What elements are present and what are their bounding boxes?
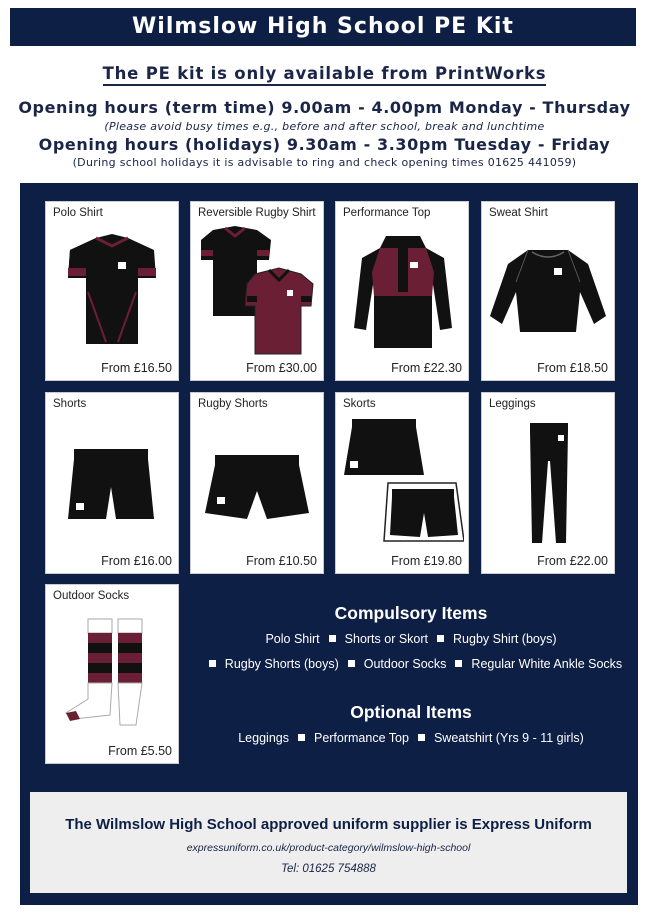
bullet-icon [329,635,336,642]
product-name: Sweat Shirt [489,207,548,219]
rugby-shorts-icon [205,453,309,521]
rugby-shirt-icon [199,224,315,358]
product-price: From £10.50 [246,554,317,568]
product-card-polo-shirt[interactable] [45,201,179,381]
hours-holidays: Opening hours (holidays) 9.30am - 3.30pm Tuesday - Friday [38,135,611,154]
product-name: Leggings [489,398,536,410]
subtitle-text: The PE kit is only available from PrintWorks [103,64,547,86]
product-price: From £22.30 [391,361,462,375]
compulsory-item: Polo Shirt [265,632,320,646]
socks-icon [62,617,162,731]
product-name: Outdoor Socks [53,590,130,602]
product-card-leggings[interactable] [481,392,615,574]
product-card-rugby-shorts[interactable] [190,392,324,574]
product-card-shorts[interactable] [45,392,179,574]
optional-item: Leggings [238,731,289,745]
supplier-url-link[interactable]: expressuniform.co.uk/product-category/wilmslow-high-school [186,842,471,854]
optional-items-line [184,731,638,745]
subtitle [0,64,649,83]
product-name: Reversible Rugby Shirt [198,207,316,219]
bullet-icon [455,660,462,667]
compulsory-item: Outdoor Socks [363,657,447,671]
compulsory-item: Shorts or Skort [344,632,429,646]
product-name: Shorts [53,398,87,410]
leggings-icon [528,421,570,547]
compulsory-item: Rugby Shirt (boys) [453,632,557,646]
bullet-icon [298,734,305,741]
product-card-performance-top[interactable] [335,201,469,381]
product-price: From £22.00 [537,554,608,568]
supplier-phone: Tel: 01625 754888 [281,863,376,875]
product-card-skorts[interactable] [335,392,469,574]
hours-holidays-note: (During school holidays it is advisable to ring and check opening times 01625 441059) [72,156,577,169]
polo-shirt-icon [66,232,158,348]
sweat-shirt-icon [488,246,608,336]
compulsory-title: Compulsory Items [334,603,488,623]
bullet-icon [209,660,216,667]
bullet-icon [418,734,425,741]
compulsory-items-line-2 [184,657,638,671]
product-name: Skorts [343,398,376,410]
optional-item: Sweatshirt (Yrs 9 - 11 girls) [433,731,584,745]
footer-box [30,792,627,893]
product-price: From £5.50 [108,744,172,758]
product-name: Polo Shirt [53,207,103,219]
page-title: Wilmslow High School PE Kit [10,8,636,46]
product-price: From £30.00 [246,361,317,375]
skorts-icon [344,417,464,547]
supplier-text: The Wilmslow High School approved uniform supplier is Express Uniform [65,816,592,833]
product-price: From £16.50 [101,361,172,375]
product-name: Performance Top [343,207,431,219]
hours-term: Opening hours (term time) 9.00am - 4.00pm Monday - Thursday [18,98,631,117]
product-card-rugby-shirt[interactable] [190,201,324,381]
hours-term-note: (Please avoid busy times e.g., before and after school, break and lunchtime [104,120,545,133]
product-card-sweat-shirt[interactable] [481,201,615,381]
optional-item: Performance Top [313,731,409,745]
bullet-icon [348,660,355,667]
shorts-icon [68,447,154,523]
compulsory-items-line-1 [184,632,638,646]
optional-title: Optional Items [350,702,472,722]
product-name: Rugby Shorts [198,398,268,410]
product-price: From £18.50 [537,361,608,375]
product-price: From £19.80 [391,554,462,568]
compulsory-item: Rugby Shorts (boys) [224,657,339,671]
product-price: From £16.00 [101,554,172,568]
bullet-icon [437,635,444,642]
compulsory-item: Regular White Ankle Socks [471,657,623,671]
product-card-outdoor-socks[interactable] [45,584,179,764]
performance-top-icon [352,232,454,352]
